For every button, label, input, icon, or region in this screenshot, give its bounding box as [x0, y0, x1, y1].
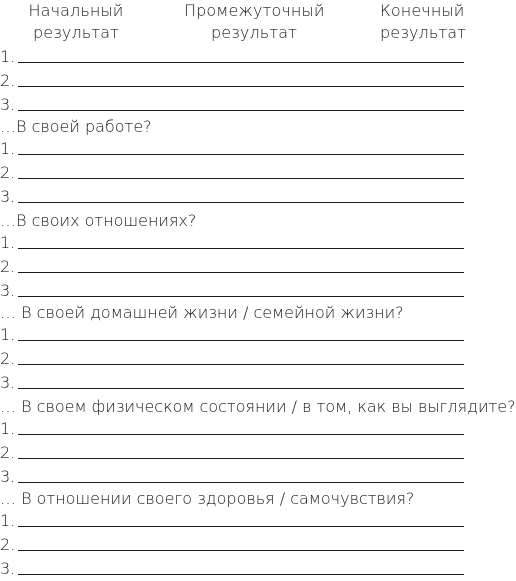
answer-row[interactable]	[0, 162, 464, 184]
column-header-intermediate-line1: Промежуточный	[184, 1, 325, 20]
answer-line[interactable]	[18, 526, 464, 527]
answer-line[interactable]	[18, 86, 464, 87]
column-headers	[0, 0, 467, 46]
row-number: 2.	[0, 257, 16, 276]
answer-row[interactable]	[0, 372, 464, 394]
answer-row[interactable]	[0, 186, 464, 208]
answer-line[interactable]	[18, 110, 464, 111]
answer-line[interactable]	[18, 340, 464, 341]
answer-line[interactable]	[18, 202, 464, 203]
answer-line[interactable]	[18, 62, 464, 63]
row-number: 2.	[0, 535, 16, 554]
column-header-final-line1: Конечный	[380, 1, 465, 20]
section-title: …В своих отношениях?	[0, 211, 197, 230]
answer-line[interactable]	[18, 574, 464, 575]
row-number: 2.	[0, 71, 16, 90]
row-number: 1.	[0, 47, 16, 66]
answer-row[interactable]	[0, 324, 464, 346]
answer-row[interactable]	[0, 418, 464, 440]
answer-line[interactable]	[18, 154, 464, 155]
row-number: 3.	[0, 467, 16, 486]
row-number: 3.	[0, 281, 16, 300]
answer-row[interactable]	[0, 46, 464, 68]
answer-row[interactable]	[0, 348, 464, 370]
answer-row[interactable]	[0, 510, 464, 532]
answer-row[interactable]	[0, 558, 464, 580]
answer-line[interactable]	[18, 248, 464, 249]
answer-line[interactable]	[18, 364, 464, 365]
column-header-intermediate	[184, 0, 324, 44]
row-number: 2.	[0, 443, 16, 462]
answer-line[interactable]	[18, 296, 464, 297]
answer-row[interactable]	[0, 94, 464, 116]
row-number: 1.	[0, 419, 16, 438]
answer-line[interactable]	[18, 482, 464, 483]
section-title: …В своей работе?	[0, 117, 152, 136]
answer-line[interactable]	[18, 550, 464, 551]
row-number: 3.	[0, 373, 16, 392]
answer-row[interactable]	[0, 70, 464, 92]
answer-row[interactable]	[0, 280, 464, 302]
answer-row[interactable]	[0, 232, 464, 254]
column-header-initial	[28, 0, 124, 44]
answer-row[interactable]	[0, 466, 464, 488]
answer-row[interactable]	[0, 442, 464, 464]
row-number: 1.	[0, 325, 16, 344]
answer-line[interactable]	[18, 178, 464, 179]
column-header-final-line2: результат	[380, 23, 467, 42]
row-number: 1.	[0, 139, 16, 158]
row-number: 2.	[0, 163, 16, 182]
answer-row[interactable]	[0, 534, 464, 556]
column-header-initial-line2: результат	[32, 23, 120, 42]
column-header-intermediate-line2: результат	[210, 23, 298, 42]
answer-line[interactable]	[18, 272, 464, 273]
row-number: 1.	[0, 511, 16, 530]
answer-line[interactable]	[18, 388, 464, 389]
row-number: 3.	[0, 95, 16, 114]
answer-row[interactable]	[0, 256, 464, 278]
section-title: … В своей домашней жизни / семейной жизни?	[0, 303, 404, 322]
answer-line[interactable]	[18, 434, 464, 435]
answer-row[interactable]	[0, 138, 464, 160]
section-title: … В своем физическом состоянии / в том, как вы выглядите?	[0, 397, 516, 416]
column-header-final	[380, 0, 467, 44]
column-header-initial-line1: Начальный	[28, 1, 124, 20]
answer-line[interactable]	[18, 458, 464, 459]
row-number: 2.	[0, 349, 16, 368]
section-title: … В отношении своего здоровья / самочувствия?	[0, 489, 415, 508]
row-number: 3.	[0, 187, 16, 206]
row-number: 1.	[0, 233, 16, 252]
row-number: 3.	[0, 559, 16, 578]
